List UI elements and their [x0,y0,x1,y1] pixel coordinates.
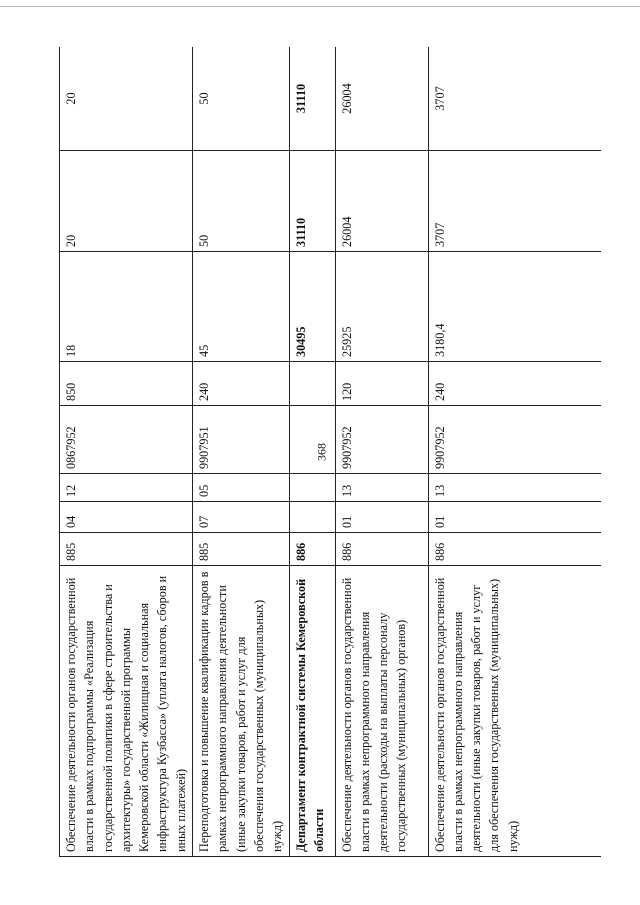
value-2021: 3707 [428,47,601,151]
target-code: 9907952 [428,406,601,474]
target-code: 9907952 [335,406,428,474]
expense-type-code: 240 [193,362,289,406]
value-2020: 50 [193,151,289,252]
ministry-code: 885 [193,533,289,566]
expense-type-code: 120 [335,362,428,406]
ministry-code: 886 [335,533,428,566]
subsection-code: 13 [335,474,428,502]
section-code: 04 [60,502,193,533]
expense-type-code: 240 [428,362,601,406]
value-2020: 20 [60,151,193,252]
ministry-code: 885 [60,533,193,566]
value-2020: 26004 [335,151,428,252]
ministry-code: 886 [428,533,601,566]
budget-table-container [59,47,601,857]
value-2021: 31110 [289,47,335,151]
table-row [428,47,601,857]
expense-type-code: 850 [60,362,193,406]
value-2019: 25925 [335,252,428,362]
target-code [289,406,335,474]
table-row [335,47,428,857]
value-2020: 3707 [428,151,601,252]
table-row [60,47,193,857]
section-code: 01 [428,502,601,533]
table-row [193,47,289,857]
target-code: 0867952 [60,406,193,474]
subsection-code: 12 [60,474,193,502]
subsection-code [289,474,335,502]
page-number: 368 [314,443,329,461]
value-2019: 3180,4 [428,252,601,362]
section-code: 01 [335,502,428,533]
target-code: 9907951 [193,406,289,474]
ministry-code: 886 [289,533,335,566]
section-code [289,502,335,533]
expense-type-code [289,362,335,406]
top-rule [0,6,640,7]
value-2021: 26004 [335,47,428,151]
subsection-code: 05 [193,474,289,502]
budget-table [59,47,601,857]
row-description: Обеспечение деятельности органов государственной власти в рамках непрограммного направления деятельности (расходы на выплаты персоналу государственных (муниципальных) органов) [335,566,428,857]
table-row [289,47,335,857]
rotated-table [59,47,601,857]
section-code: 07 [193,502,289,533]
row-description: Обеспечение деятельности органов государственной власти в рамках непрограммного направления деятельности (иные закупки товаров, работ и услуг для обеспечения государственных (муниципальных) нужд) [428,566,601,857]
value-2019: 45 [193,252,289,362]
row-description: Переподготовка и повышение квалификации кадров в рамках непрограммного направления деятельности (иные закупки товаров, работ и услуг для обеспечения государственных (муниципальных) нужд) [193,566,289,857]
value-2020: 31110 [289,151,335,252]
value-2021: 50 [193,47,289,151]
row-description: Обеспечение деятельности органов государственной власти в рамках подпрограммы «Реализация государственной политики в сфере строительства и архитектуры» государственной программы Кемеровской области «Жилищная и социальная инфраструктура Кузбасса» (уплата налогов, сборов и иных платежей) [60,566,193,857]
subsection-code: 13 [428,474,601,502]
value-2019: 30495 [289,252,335,362]
value-2019: 18 [60,252,193,362]
value-2021: 20 [60,47,193,151]
row-description: Департамент контрактной системы Кемеровской области [289,566,335,857]
